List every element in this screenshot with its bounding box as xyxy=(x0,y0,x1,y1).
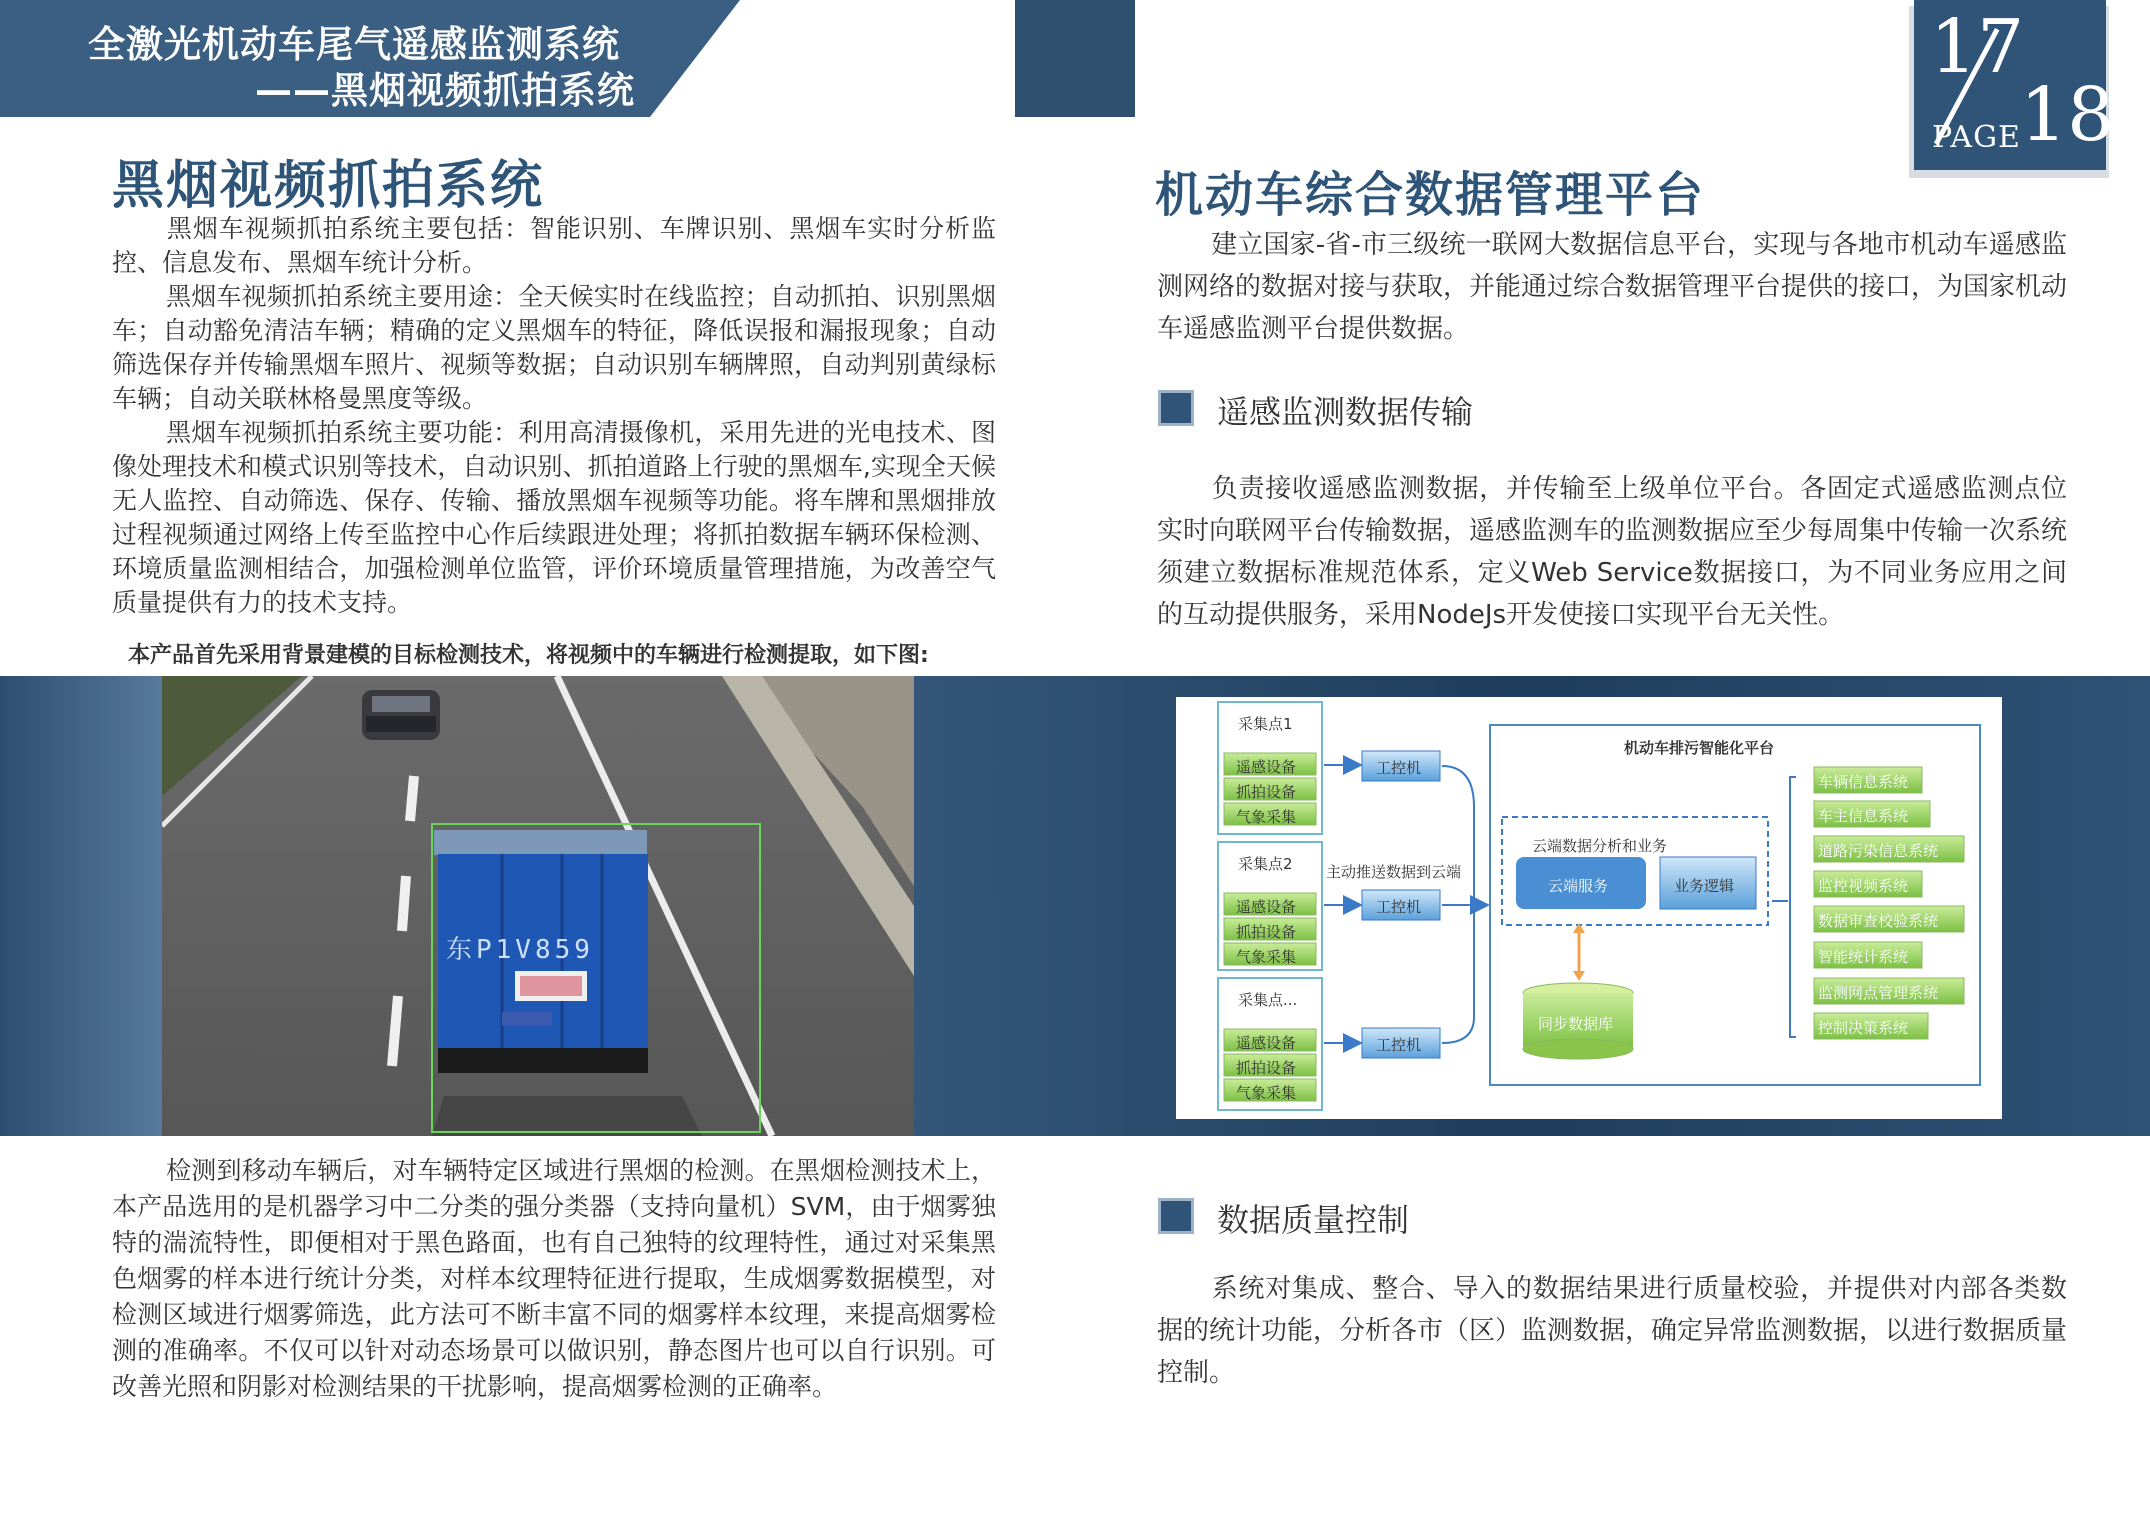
cloud-service: 云端服务 xyxy=(1548,877,1609,895)
header-subtitle: ——黑烟视频抓拍系统 xyxy=(255,69,635,112)
system-item: 监控视频系统 xyxy=(1818,877,1909,895)
left-title: 黑烟视频抓拍系统 xyxy=(112,156,545,216)
right-intro: 建立国家-省-市三级统一联网大数据信息平台，实现与各地市机动车遥感监测网络的数据对接与获取，并能通过综合数据管理平台提供的接口，为国家机动车遥感监测平台提供数据。 xyxy=(1157,230,2068,344)
station-1-device-1: 遥感设备 xyxy=(1236,758,1297,776)
section-text-transmission: 负责接收遥感监测数据，并传输至上级单位平台。各固定式遥感监测点位实时向联网平台传输数据，遥感监测车的监测数据应至少每周集中传输一次系统须建立数据标准规范体系，定义Web Service数据接口，为不同业务应用之间的互动提供服务，采用NodeJs开发使接口实现平台无关性。 xyxy=(1157,474,2068,630)
station-3-device-1: 遥感设备 xyxy=(1236,1034,1297,1052)
system-item: 车辆信息系统 xyxy=(1818,773,1909,791)
section-square-icon xyxy=(1158,390,1194,426)
station-1-device-3: 气象采集 xyxy=(1236,808,1297,826)
section-heading-quality: 数据质量控制 xyxy=(1217,1201,1410,1239)
platform-title: 机动车排污智能化平台 xyxy=(1624,739,1775,757)
cloud-title: 云端数据分析和业务 xyxy=(1532,837,1668,855)
traffic-photo xyxy=(162,676,914,1136)
section-heading-transmission: 遥感监测数据传输 xyxy=(1217,393,1474,431)
image-caption: 本产品首先采用背景建模的目标检测技术，将视频中的车辆进行检测提取，如下图: xyxy=(128,643,929,668)
station-2-device-3: 气象采集 xyxy=(1236,948,1297,966)
header-accent-block xyxy=(1015,0,1135,117)
system-item: 道路污染信息系统 xyxy=(1818,842,1939,860)
platform-diagram xyxy=(1176,697,2002,1119)
right-title: 机动车综合数据管理平台 xyxy=(1155,167,1706,223)
left-paragraph-3: 黑烟车视频抓拍系统主要功能：利用高清摄像机，采用先进的光电技术、图像处理技术和模式识别等技术，自动识别、抓拍道路上行驶的黑烟车,实现全天候无人监控、自动筛选、保存、传输、播放黑烟车视频等功能。将车牌和黑烟排放过程视频通过网络上传至监控中心作后续跟进处理；将抓拍数据车辆环保检测、环境质量监测相结合，加强检测单位监管，评价环境质量管理措施，为改善空气质量提供有力的技术支持。 xyxy=(112,418,996,617)
station-3-pc: 工控机 xyxy=(1376,1036,1422,1054)
station-3-device-3: 气象采集 xyxy=(1236,1084,1297,1102)
station-1-pc: 工控机 xyxy=(1376,759,1422,777)
left-paragraph-2: 黑烟车视频抓拍系统主要用途：全天候实时在线监控；自动抓拍、识别黑烟车；自动豁免清洁车辆；精确的定义黑烟车的特征，降低误报和漏报现象；自动筛选保存并传输黑烟车照片、视频等数据；自动识别车辆牌照，自动判别黄绿标车辆；自动关联林格曼黑度等级。 xyxy=(112,282,996,413)
header-title: 全激光机动车尾气遥感监测系统 xyxy=(88,23,620,66)
station-2-device-2: 抓拍设备 xyxy=(1236,923,1297,941)
left-bottom-paragraph: 检测到移动车辆后，对车辆特定区域进行黑烟的检测。在黑烟检测技术上，本产品选用的是机器学习中二分类的强分类器（支持向量机）SVM，由于烟雾独特的湍流特性，即便相对于黑色路面，也有自己独特的纹理特性，通过对采集黑色烟雾的样本进行统计分类，对样本纹理特征进行提取，生成烟雾数据模型，对检测区域进行烟雾筛选，此方法可不断丰富不同的烟雾样本纹理，来提高烟雾检测的准确率。不仅可以针对动态场景可以做识别，静态图片也可以自行识别。可改善光照和阴影对检测结果的干扰影响，提高烟雾检测的正确率。 xyxy=(112,1156,996,1401)
section-text-quality: 系统对集成、整合、导入的数据结果进行质量校验，并提供对内部各类数据的统计功能，分析各市（区）监测数据，确定异常监测数据，以进行数据质量控制。 xyxy=(1157,1274,2068,1388)
station-3-device-2: 抓拍设备 xyxy=(1236,1059,1297,1077)
station-2-label: 采集点2 xyxy=(1238,855,1293,873)
system-item: 数据审查校验系统 xyxy=(1818,912,1939,930)
left-paragraph-1: 黑烟车视频抓拍系统主要包括：智能识别、车牌识别、黑烟车实时分析监控、信息发布、黑烟车统计分析。 xyxy=(112,214,996,277)
station-2-pc: 工控机 xyxy=(1376,898,1422,916)
system-item: 智能统计系统 xyxy=(1818,948,1909,966)
page-number-left: 17 xyxy=(1930,4,2025,90)
business-logic: 业务逻辑 xyxy=(1674,877,1735,895)
section-square-icon xyxy=(1158,1198,1194,1234)
system-item: 监测网点管理系统 xyxy=(1818,984,1939,1002)
left-intro-text xyxy=(112,212,996,620)
station-2-device-1: 遥感设备 xyxy=(1236,898,1297,916)
sync-database: 同步数据库 xyxy=(1538,1015,1614,1033)
system-item: 车主信息系统 xyxy=(1818,807,1909,825)
push-label: 主动推送数据到云端 xyxy=(1326,863,1462,881)
station-1-label: 采集点1 xyxy=(1238,715,1293,733)
station-1-device-2: 抓拍设备 xyxy=(1236,783,1297,801)
station-3-label: 采集点... xyxy=(1238,991,1298,1009)
page-number-right: 18 xyxy=(2020,72,2115,158)
page-word: PAGE xyxy=(1932,120,2021,155)
truck-plate-text: 东P1V859 xyxy=(446,935,594,965)
system-item: 控制决策系统 xyxy=(1818,1019,1909,1037)
